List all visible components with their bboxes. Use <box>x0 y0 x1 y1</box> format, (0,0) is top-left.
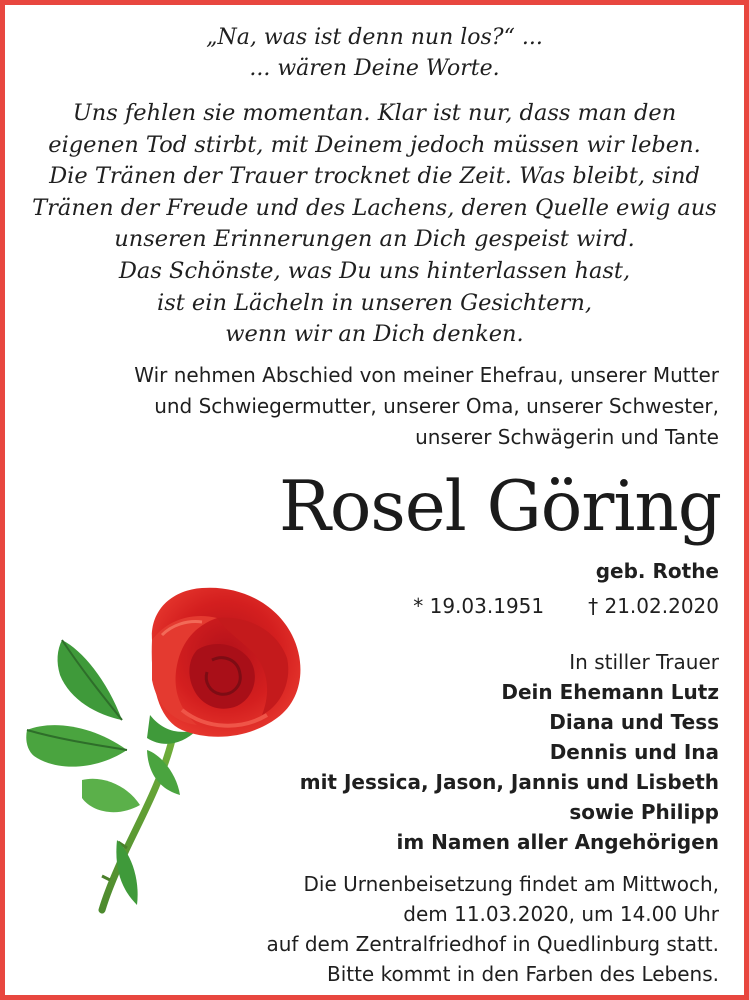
mourners-heading: In stiller Trauer <box>569 650 719 674</box>
life-dates <box>413 591 719 621</box>
verse-line: eigenen Tod stirbt, mit Deinem jedoch müssen wir leben. <box>48 131 701 158</box>
mourner-name: Diana und Tess <box>549 710 719 734</box>
mourner-name: im Namen aller Angehörigen <box>396 830 719 854</box>
red-rose-illustration <box>22 580 322 915</box>
verse-line: unseren Erinnerungen an Dich gespeist wird. <box>114 226 635 253</box>
farewell-intro <box>134 360 719 453</box>
mourner-name: Dennis und Ina <box>549 740 719 764</box>
verse-line: Uns fehlen sie momentan. Klar ist nur, dass man den <box>72 100 677 126</box>
funeral-line: dem 11.03.2020, um 14.00 Uhr <box>403 902 719 926</box>
birth-date: * 19.03.1951 <box>413 594 545 618</box>
verse-line: Das Schönste, was Du uns hinterlassen hast, <box>118 257 631 284</box>
memorial-verse <box>20 98 729 351</box>
quote-line: ... wären Deine Worte. <box>249 56 500 81</box>
mourner-name: mit Jessica, Jason, Jannis und Lisbeth <box>299 770 719 794</box>
birth-name: geb. Rothe <box>595 559 719 583</box>
verse-line: wenn wir an Dich denken. <box>225 321 524 348</box>
quote-line: „Na, was ist denn nun los?“ ... <box>206 25 543 50</box>
funeral-line: auf dem Zentralfriedhof in Quedlinburg statt. <box>266 932 719 956</box>
mourner-name: Dein Ehemann Lutz <box>501 680 719 704</box>
verse-line: Die Tränen der Trauer trocknet die Zeit. Was bleibt, sind <box>49 163 700 190</box>
mourners-list <box>300 647 719 857</box>
verse-line: Tränen der Freude und des Lachens, deren Quelle ewig aus <box>32 194 717 221</box>
mourner-name: sowie Philipp <box>569 800 719 824</box>
funeral-line: Die Urnenbeisetzung findet am Mittwoch, <box>303 872 719 896</box>
opening-quote <box>20 22 729 84</box>
death-date: † 21.02.2020 <box>588 594 719 618</box>
intro-line: Wir nehmen Abschied von meiner Ehefrau, unserer Mutter <box>134 363 719 387</box>
deceased-name: Rosel Göring <box>278 467 721 547</box>
intro-line: unserer Schwägerin und Tante <box>415 425 719 449</box>
intro-line: und Schwiegermutter, unserer Oma, unserer Schwester, <box>154 394 719 418</box>
verse-line: ist ein Lächeln in unseren Gesichtern, <box>157 289 592 316</box>
funeral-line: Bitte kommt in den Farben des Lebens. <box>326 962 719 986</box>
funeral-notice <box>266 869 719 989</box>
